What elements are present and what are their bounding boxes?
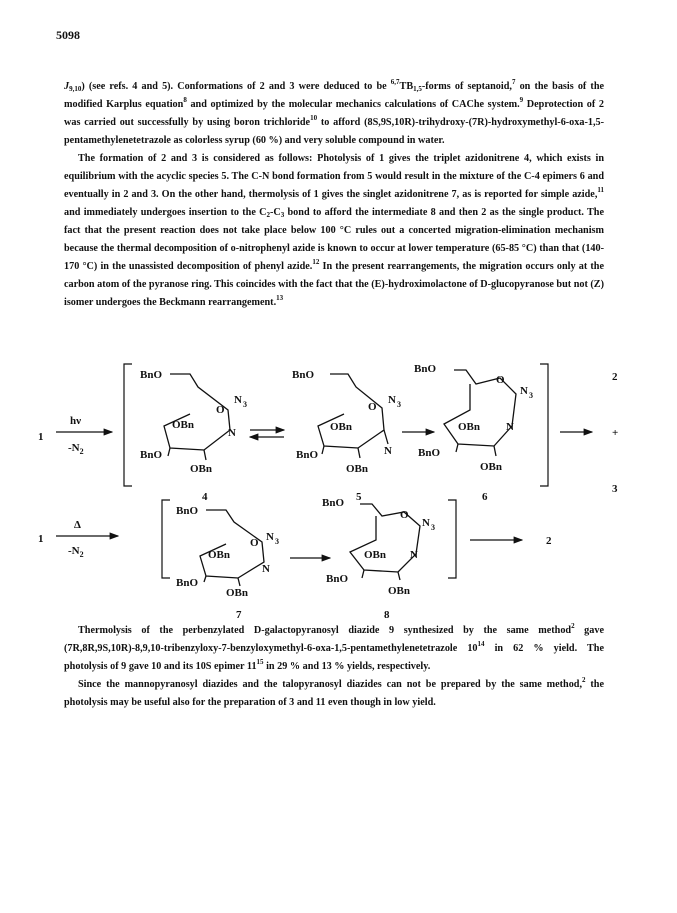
svg-text:N: N — [506, 421, 514, 433]
ref-superscript: 11 — [597, 186, 604, 194]
text-span: to afford (8S,9S,10R)-trihydroxy-(7R)-hydroxymethyl-6-oxa-1,5-pentamethylenetetrazole as colorless syrup (60 %) and very soluble compound in water. — [64, 117, 604, 146]
row2-bracket-right — [448, 500, 456, 578]
svg-text:OBn: OBn — [172, 419, 195, 431]
svg-text:BnO: BnO — [414, 363, 437, 375]
row1-start-compound: 1 — [38, 431, 44, 443]
subscript: 2 — [266, 211, 270, 219]
svg-text:3: 3 — [275, 537, 279, 546]
text-block-bottom — [64, 622, 604, 712]
svg-text:3: 3 — [529, 391, 533, 400]
text-span: In the present rearrangements, the migration occurs only at the carbon atom of the pyranose ring. This coincides with the fact that the (E)-hydroximolactone of D-glucopyranose but not (Z) isomer undergoes the Beckmann rearrangement. — [64, 261, 604, 308]
reaction-scheme — [0, 350, 677, 621]
svg-text:O: O — [400, 509, 409, 521]
text-span: Since the mannopyranosyl diazides and the talopyranosyl diazides can not be prepared by the same method, — [78, 679, 583, 690]
svg-text:N: N — [228, 427, 236, 439]
svg-text:BnO: BnO — [176, 505, 199, 517]
svg-text:N: N — [410, 549, 418, 561]
compound-label-8: 8 — [384, 609, 390, 621]
row1-bracket-left — [124, 364, 132, 486]
svg-text:OBn: OBn — [226, 587, 249, 599]
compound-4-structure — [140, 369, 247, 475]
svg-text:N: N — [384, 445, 392, 457]
ref-superscript: 10 — [310, 114, 318, 122]
svg-text:BnO: BnO — [322, 497, 345, 509]
svg-text:3: 3 — [397, 400, 401, 409]
ref-superscript: 8 — [183, 96, 187, 104]
subscript: 9,10 — [69, 85, 82, 93]
svg-text:N: N — [266, 531, 274, 543]
ref-superscript: 14 — [477, 640, 485, 648]
row1-condition-bottom: $-N_2$ — [68, 442, 84, 456]
text-block-top — [64, 78, 604, 312]
text-span: TB — [399, 81, 414, 92]
svg-text:N: N — [422, 517, 430, 529]
row1-product-3: 3 — [612, 483, 618, 495]
row2-condition-bottom: $-N_2$ — [68, 545, 84, 559]
ref-superscript: 12 — [312, 258, 320, 266]
svg-text:OBn: OBn — [480, 461, 503, 473]
paragraph-4 — [64, 676, 604, 712]
svg-text:OBn: OBn — [364, 549, 387, 561]
text-span: Deprotection of 2 was carried out successfully by using boron trichloride — [64, 99, 604, 128]
compound-label-6: 6 — [482, 491, 488, 503]
compound-8-structure — [322, 497, 435, 597]
svg-text:OBn: OBn — [330, 421, 353, 433]
coupling-symbol: J — [64, 81, 70, 92]
row2-product-2: 2 — [546, 535, 552, 547]
svg-text:3: 3 — [243, 400, 247, 409]
paragraph-3 — [64, 622, 604, 676]
svg-text:O: O — [496, 374, 505, 386]
text-span: ) (see refs. 4 and 5). Conformations of 2 and 3 were deduced to be — [81, 81, 391, 92]
row2-bracket-left — [162, 500, 170, 578]
compound-6-structure — [414, 363, 533, 473]
text-span: bond to afford the intermediate 8 and then 2 as the single product. The fact that the present reaction does not take place below 100 °C rules out a concerted migration-elimination mechanism because the thermal decomposition of o-nitrophenyl azide is known to occur at lower temperature (65-85 °C) than that (140-170 °C) in the unassisted decomposition of phenyl azide. — [64, 207, 604, 272]
svg-text:N: N — [388, 394, 396, 406]
ref-superscript: 13 — [276, 294, 284, 302]
paragraph-1 — [64, 78, 604, 150]
text-span: in 29 % and 13 % yields, respectively. — [263, 661, 431, 672]
svg-text:N: N — [262, 563, 270, 575]
svg-text:BnO: BnO — [326, 573, 349, 585]
svg-text:BnO: BnO — [292, 369, 315, 381]
text-span: The formation of 2 and 3 is considered as follows: Photolysis of 1 gives the triplet azidonitrene 4, which exists in equilibrium with the acyclic species 5. The C-N bond formation from 5 would result in the mixture of the C-4 epimers 6 and eventually in 2 and 3. On the other hand, thermolysis of 1 gives the singlet azidonitrene 7, as is reported for simple azide, — [64, 153, 604, 200]
page-number: 5098 — [56, 28, 80, 42]
svg-text:BnO: BnO — [176, 577, 199, 589]
svg-text:O: O — [250, 537, 259, 549]
text-span: on the basis of the modified Karplus equation — [64, 81, 605, 110]
svg-text:BnO: BnO — [140, 449, 163, 461]
subscript: 3 — [280, 211, 285, 219]
text-span: gave (7R,8R,9S,10R)-8,9,10-tribenzyloxy-7-benzyloxymethyl-6-oxa-1,5-pentamethylenetetrazole 10 — [64, 625, 604, 654]
svg-text:O: O — [216, 404, 225, 416]
row1-bracket-right — [540, 364, 548, 486]
svg-text:BnO: BnO — [418, 447, 441, 459]
ref-superscript: 15 — [256, 658, 264, 666]
text-span: and immediately undergoes insertion to the C — [64, 207, 267, 218]
svg-text:OBn: OBn — [388, 585, 411, 597]
equilibrium-arrow — [250, 430, 284, 437]
compound-5-structure — [292, 369, 401, 475]
superscript: 6,7 — [390, 78, 400, 86]
row1-plus-sign: + — [612, 427, 619, 439]
compound-label-5: 5 — [356, 491, 362, 503]
text-span: in 62 % yield. The photolysis of 9 gave 10 and its 10S epimer 11 — [64, 643, 604, 672]
svg-text:OBn: OBn — [458, 421, 481, 433]
compound-label-4: 4 — [202, 491, 208, 503]
subscript: 1,5 — [413, 85, 422, 93]
paragraph-2 — [64, 150, 604, 312]
ref-superscript: 2 — [582, 676, 586, 684]
text-span: the photolysis may be useful also for the preparation of 3 and 11 even though in low yield. — [64, 679, 604, 708]
row1-product-2: 2 — [612, 371, 618, 383]
svg-text:OBn: OBn — [208, 549, 231, 561]
svg-text:3: 3 — [431, 523, 435, 532]
text-span: -C — [269, 207, 281, 218]
svg-text:N: N — [234, 394, 242, 406]
compound-label-7: 7 — [236, 609, 242, 621]
svg-text:OBn: OBn — [190, 463, 213, 475]
text-span: Thermolysis of the perbenzylated D-galactopyranosyl diazide 9 synthesized by the same method — [78, 625, 572, 636]
ref-superscript: 2 — [571, 622, 575, 630]
svg-text:O: O — [368, 401, 377, 413]
row1-condition-top: hν — [70, 415, 82, 427]
svg-text:N: N — [520, 385, 528, 397]
compound-7-structure — [176, 505, 279, 599]
row2-condition-top: Δ — [74, 519, 81, 531]
ref-superscript: 7 — [511, 78, 516, 86]
svg-text:BnO: BnO — [296, 449, 319, 461]
ref-superscript: 9 — [519, 96, 524, 104]
text-span: and optimized by the molecular mechanics calculations of CAChe system. — [186, 99, 520, 110]
row2-start-compound: 1 — [38, 533, 44, 545]
svg-text:OBn: OBn — [346, 463, 369, 475]
svg-text:BnO: BnO — [140, 369, 163, 381]
text-span: -forms of septanoid, — [421, 81, 512, 92]
